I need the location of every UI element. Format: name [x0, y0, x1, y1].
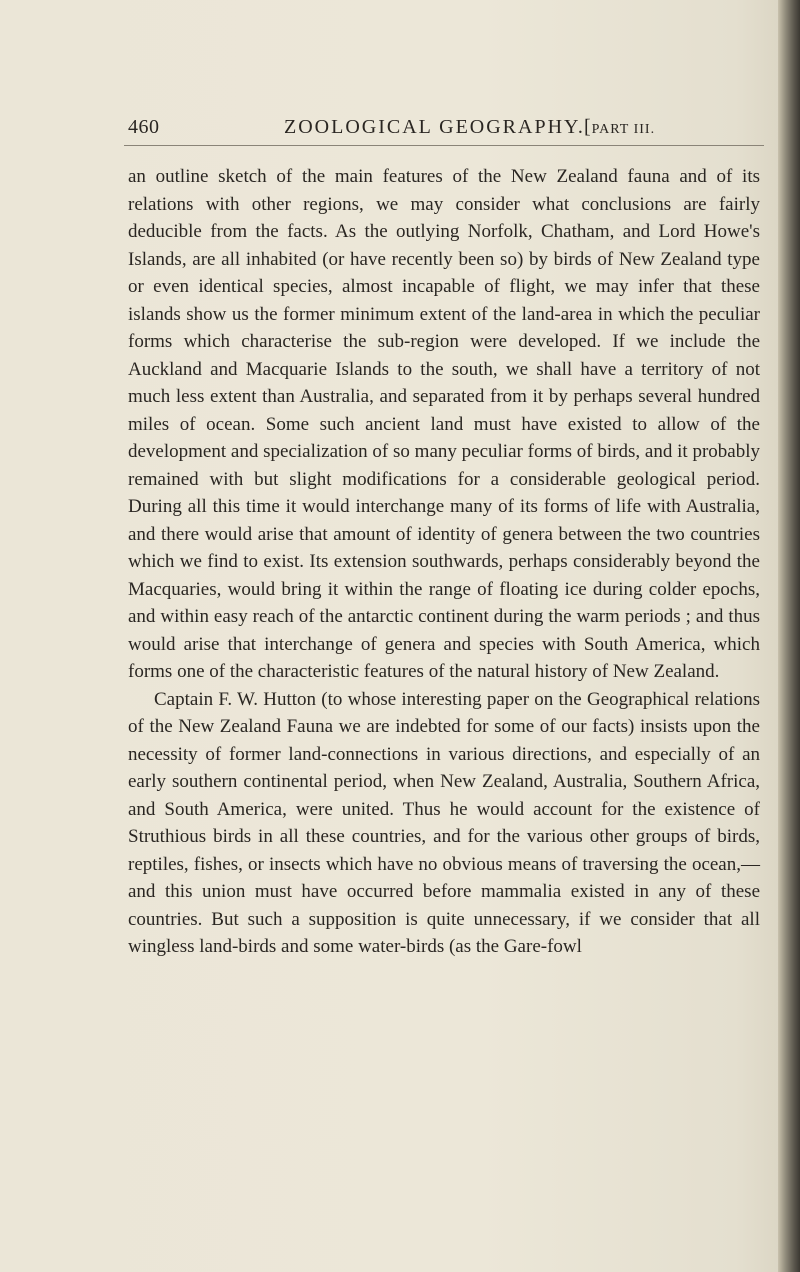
page-number: 460 [128, 116, 160, 138]
part-label [584, 116, 655, 139]
running-header [128, 116, 760, 146]
header-rule [124, 145, 764, 146]
paragraph-2: Captain F. W. Hutton (to whose interesting paper on the Geographical relations of the New Zealand Fauna we are indebted for some of our facts) insists upon the necessity of former land-connections in various directions, and especially of an early southern continental period, when New Zealand, Australia, Southern Africa, and South America, were united. Thus he would account for the existence of Struthious birds in all these countries, and for the various other groups of birds, reptiles, fishes, or insects which have no obvious means of traversing the ocean,—and this union must have occurred before mammalia existed in any of these countries. But such a supposition is quite unnecessary, if we consider that all wingless land-birds and some water-birds (as the Gare-fowl [128, 688, 760, 957]
part-label-text: PART III. [591, 122, 656, 137]
running-title: ZOOLOGICAL GEOGRAPHY. [284, 116, 585, 138]
body-text [128, 163, 760, 961]
binding-edge-shadow [778, 0, 800, 1272]
paragraph-1: an outline sketch of the main features of the New Zealand fauna and of its relations with other regions, we may consider what conclusions are fairly deducible from the facts. As the outlying Norfolk, Chatham, and Lord Howe's Islands, are all inhabited (or have recently been so) by birds of New Zealand type or even identical species, almost incapable of flight, we may infer that these islands show us the former minimum extent of the land-area in which the peculiar forms which characterise the sub-region were developed. If we include the Auckland and Macquarie Islands to the south, we shall have a territory of not much less extent than Australia, and separated from it by perhaps several hundred miles of ocean. Some such ancient land must have existed to allow of the development and specialization of so many peculiar forms of birds, and it probably remained with but slight modifications for a considerable geological period. During all this time it would interchange many of its forms of life with Australia, and there would arise that amount of identity of genera between the two countries which we find to exist. Its extension southwards, perhaps considerably beyond the Macquaries, would bring it within the range of floating ice during colder epochs, and within easy reach of the antarctic continent during the warm periods ; and thus would arise that interchange of genera and species with South America, which forms one of the characteristic features of the natural history of New Zealand. [128, 166, 760, 682]
part-bracket: [ [584, 116, 592, 138]
